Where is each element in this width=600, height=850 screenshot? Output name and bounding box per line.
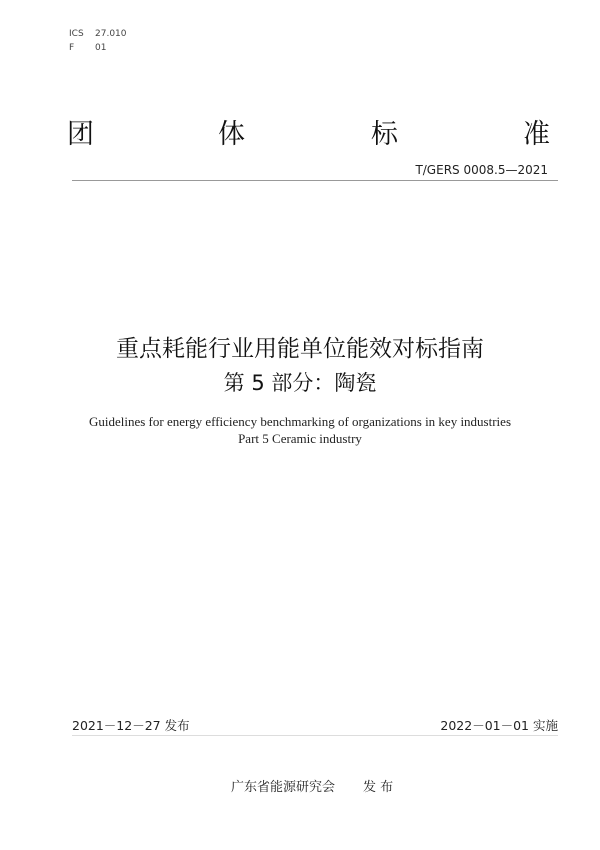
publisher-name: 广东省能源研究会 — [231, 780, 336, 795]
header-divider — [72, 180, 558, 181]
title-chinese: 重点耗能行业用能单位能效对标指南 — [116, 336, 484, 362]
subtitle-english: Part 5 Ceramic industry — [238, 431, 362, 446]
ccs-value: 01 — [95, 43, 107, 53]
ics-value: 27.010 — [95, 29, 127, 39]
subtitle-chinese: 第 5 部分：陶瓷 — [223, 371, 377, 395]
ics-label: ICS — [69, 29, 84, 39]
ics-classification — [69, 27, 127, 41]
publisher-action: 发 布 — [363, 780, 394, 795]
standard-code: T/GERS 0008.5—2021 — [415, 163, 548, 177]
header-char-1: 团 — [67, 119, 94, 150]
publisher — [231, 776, 393, 795]
header-char-3: 标 — [371, 119, 398, 150]
ccs-classification — [69, 41, 106, 55]
issue-date: 2021－12－27 发布 — [72, 718, 190, 733]
title-english: Guidelines for energy efficiency benchmarking of organizations in key industries — [88, 414, 512, 429]
footer-divider — [72, 735, 558, 736]
header-char-2: 体 — [218, 119, 245, 150]
header-char-4: 准 — [523, 119, 550, 150]
ccs-label: F — [69, 43, 75, 53]
implement-date: 2022－01－01 实施 — [440, 718, 558, 733]
